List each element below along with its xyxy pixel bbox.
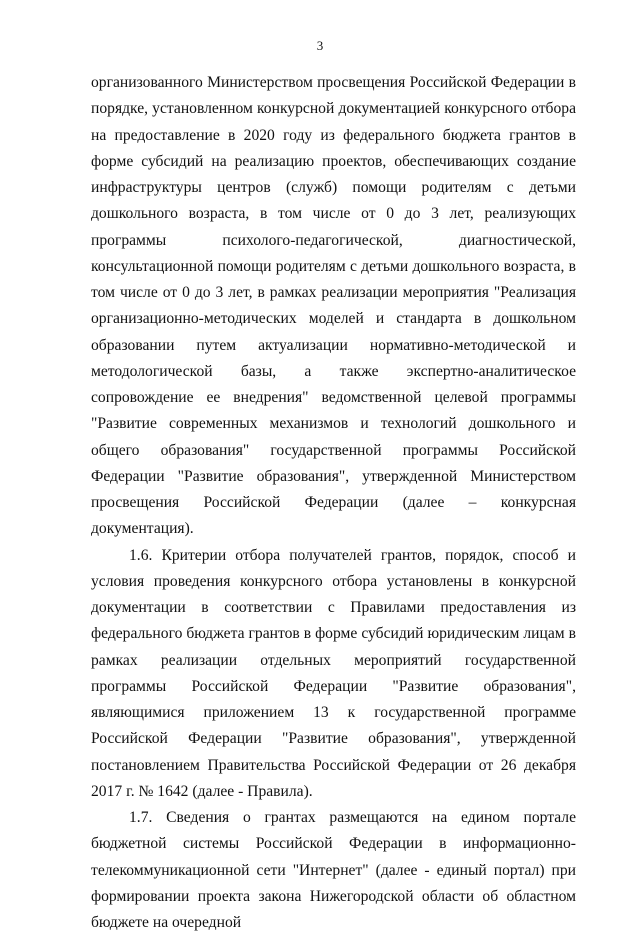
paragraph-continuation: организованного Министерством просвещения Российской Федерации в порядке, установленном конкурсной документацией конкурсного отбора на предоставление в 2020 году из федерального бюджета грантов в форме субсидий на реализацию проектов, обеспечивающих создание инфраструктуры центров (служб) помощи родителям с детьми дошкольного возраста, в том числе от 0 до 3 лет, реализующих программы психолого-педагогической, диагностической, консультационной помощи родителям с детьми дошкольного возраста, в том числе от 0 до 3 лет, в рамках реализации мероприятия "Реализация организационно-методических моделей и стандарта в дошкольном образовании путем актуализации нормативно-методической и методологической базы, а также экспертно-аналитическое сопровождение ее внедрения" ведомственной целевой программы "Развитие современных механизмов и технологий дошкольного и общего образования" государственной программы Российской Федерации "Развитие образования", утвержденной Министерством просвещения Российской Федерации (далее – конкурсная документация). xyxy=(91,74,576,538)
paragraph-1-7: 1.7. Сведения о грантах размещаются на едином портале бюджетной системы Российской Федерации в информационно-телекоммуникационной сети "Интернет" (далее - единый портал) при формировании проекта закона Нижегородской области об областном бюджете на очередной xyxy=(91,809,576,931)
page-number: 3 xyxy=(316,38,324,53)
paragraph-1-6: 1.6. Критерии отбора получателей грантов, порядок, способ и условия проведения конкурсного отбора установлены в конкурсной документации в соответствии с Правилами предоставления из федерального бюджета грантов в форме субсидий юридическим лицам в рамках реализации отдельных мероприятий государственной программы Российской Федерации "Развитие образования", являющимися приложением 13 к государственной программе Российской Федерации "Развитие образования", утвержденной постановлением Правительства Российской Федерации от 26 декабря 2017 г. № 1642 (далее - Правила). xyxy=(91,546,576,800)
document-body xyxy=(91,70,576,936)
